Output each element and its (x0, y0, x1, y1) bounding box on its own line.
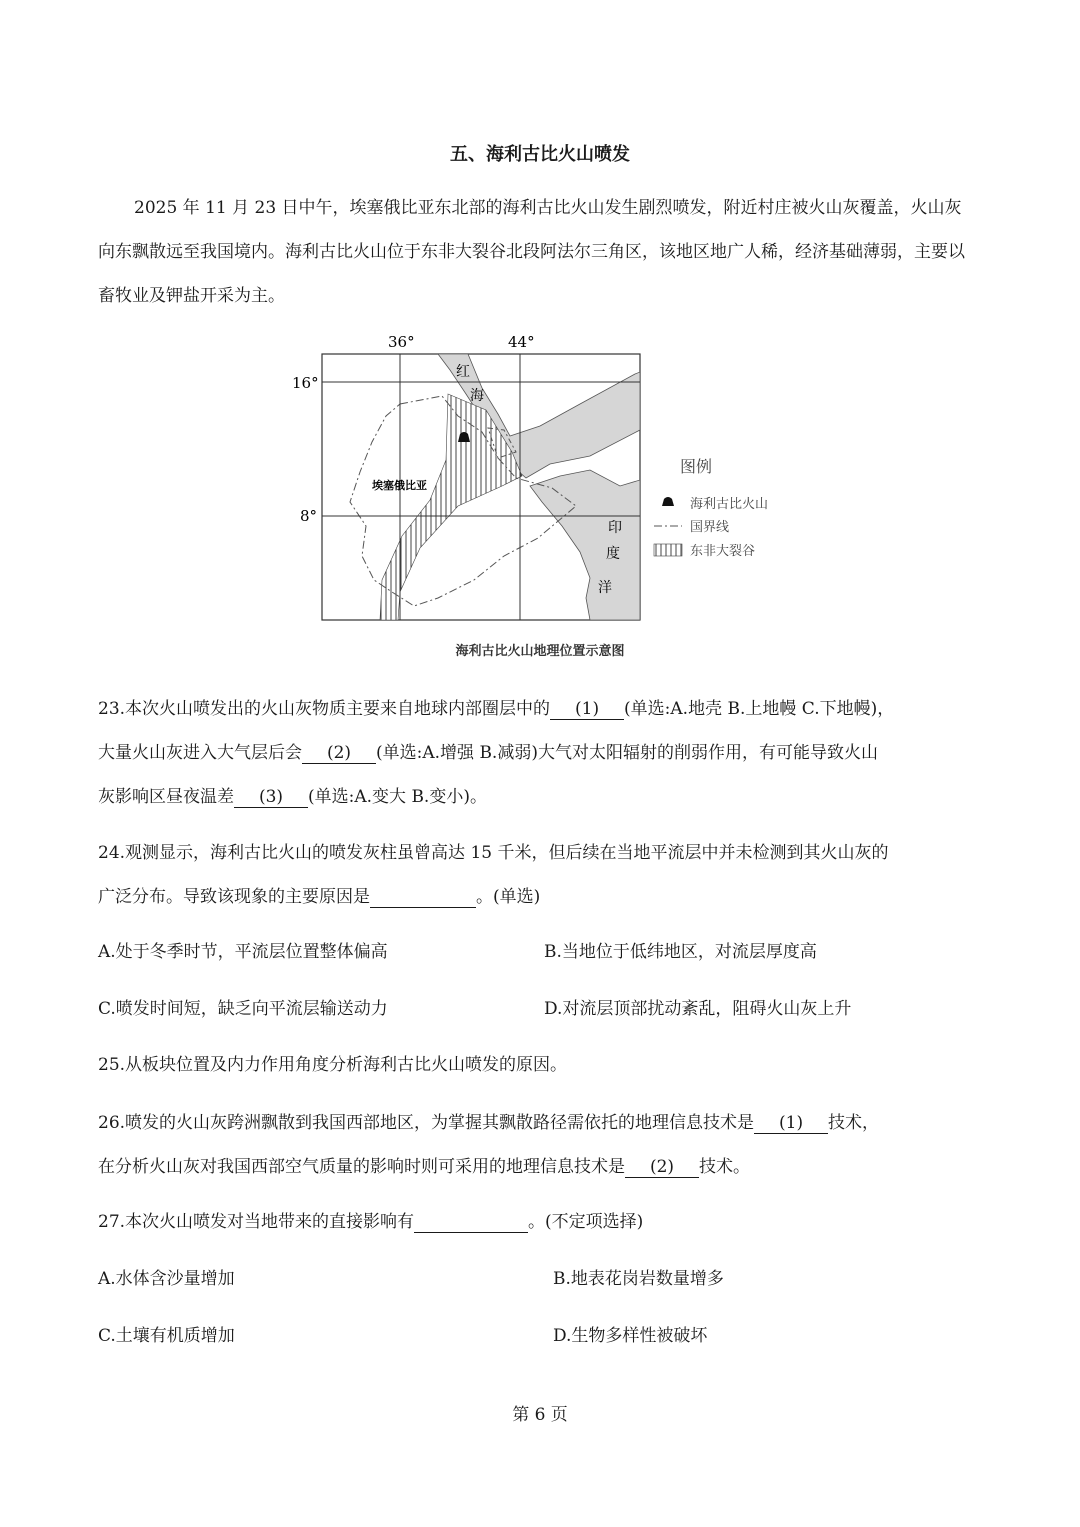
q23-blank1: (1) (550, 699, 624, 720)
q23-text2: 大量火山灰进入大气层后会 (98, 743, 302, 763)
lat-label-16: 16° (292, 374, 319, 392)
q27-text1: 27.本次火山喷发对当地带来的直接影响有 (98, 1212, 415, 1232)
indian-ocean-label-2: 度 (606, 546, 620, 562)
map-svg (290, 330, 790, 660)
q23-blank3: (3) (234, 787, 308, 808)
q27-option-b: B.地表花岗岩数量增多 (553, 1269, 724, 1289)
q24-line2 (98, 882, 540, 908)
legend-volcano-icon (662, 497, 674, 506)
legend-title: 图例 (680, 457, 713, 476)
q26-text1b: 技术， (828, 1113, 880, 1133)
indian-ocean-label-3: 洋 (598, 580, 612, 596)
q23-line2 (98, 738, 878, 764)
q23-line3 (98, 782, 487, 808)
q26-blank1: (1) (754, 1113, 828, 1134)
q23-text1b: (单选:A.地壳 B.上地幔 C.下地幔)， (624, 699, 895, 719)
q27-text1b: 。(不定项选择) (528, 1212, 644, 1232)
q24-text2b: 。(单选) (476, 887, 541, 907)
q24-option-d: D.对流层顶部扰动紊乱，阻碍火山灰上升 (544, 999, 852, 1019)
section-title: 五、海利古比火山喷发 (450, 144, 630, 165)
q25-text: 25.从板块位置及内力作用角度分析海利古比火山喷发的原因。 (98, 1055, 568, 1075)
map-caption: 海利古比火山地理位置示意图 (455, 644, 625, 659)
legend-border: 国界线 (690, 520, 730, 535)
q23-line1 (98, 694, 894, 720)
q24-option-b: B.当地位于低纬地区，对流层厚度高 (544, 942, 817, 962)
q23-text1: 23.本次火山喷发出的火山灰物质主要来自地球内部圈层中的 (98, 699, 551, 719)
lat-label-8: 8° (300, 507, 318, 525)
q23-text3: 灰影响区昼夜温差 (98, 787, 234, 807)
legend-rift-swatch (654, 544, 682, 556)
legend-volcano: 海利古比火山 (690, 497, 769, 512)
q26-text2: 在分析火山灰对我国西部空气质量的影响时则可采用的地理信息技术是 (98, 1157, 625, 1177)
q26-line1 (98, 1108, 879, 1134)
q26-line2 (98, 1152, 750, 1178)
q24-option-a: A.处于冬季时节，平流层位置整体偏高 (98, 942, 388, 962)
q24-option-c: C.喷发时间短，缺乏向平流层输送动力 (98, 999, 388, 1019)
q26-text2b: 技术。 (699, 1157, 750, 1177)
q23-blank2: (2) (302, 743, 376, 764)
q27-blank (414, 1212, 528, 1233)
lon-label-36: 36° (388, 333, 415, 351)
red-sea-label-2: 海 (470, 388, 484, 404)
q24-blank (370, 887, 476, 908)
ethiopia-label: 埃塞俄比亚 (372, 479, 427, 492)
q23-text3b: (单选:A.变大 B.变小)。 (308, 787, 487, 807)
q24-text2: 广泛分布。导致该现象的主要原因是 (98, 887, 370, 907)
q27-option-c: C.土壤有机质增加 (98, 1326, 235, 1346)
q27-option-d: D.生物多样性被破坏 (553, 1326, 708, 1346)
red-sea-label-1: 红 (456, 364, 470, 380)
q26-text1: 26.喷发的火山灰跨洲飘散到我国西部地区，为掌握其飘散路径需依托的地理信息技术是 (98, 1113, 755, 1133)
indian-ocean-label-1: 印 (608, 520, 622, 536)
q27-line1 (98, 1207, 643, 1233)
intro-paragraph: 2025 年 11 月 23 日中午，埃塞俄比亚东北部的海利古比火山发生剧烈喷发，附近村庄被火山灰覆盖，火山灰向东飘散远至我国境内。海利古比火山位于东非大裂谷北段阿法尔三角区，该地区地广人稀，经济基础薄弱，主要以畜牧业及钾盐开采为主。 (98, 198, 965, 306)
q27-option-a: A.水体含沙量增加 (98, 1269, 235, 1289)
q26-blank2: (2) (625, 1157, 699, 1178)
legend-rift: 东非大裂谷 (690, 544, 756, 559)
volcano-location-map (290, 330, 790, 660)
q24-line1: 24.观测显示，海利古比火山的喷发灰柱虽曾高达 15 千米，但后续在当地平流层中并未检测到其火山灰的 (98, 843, 889, 863)
q23-text2b: (单选:A.增强 B.减弱)大气对太阳辐射的削弱作用，有可能导致火山 (376, 743, 878, 763)
page-number: 第 6 页 (512, 1405, 568, 1425)
lon-label-44: 44° (508, 333, 535, 351)
